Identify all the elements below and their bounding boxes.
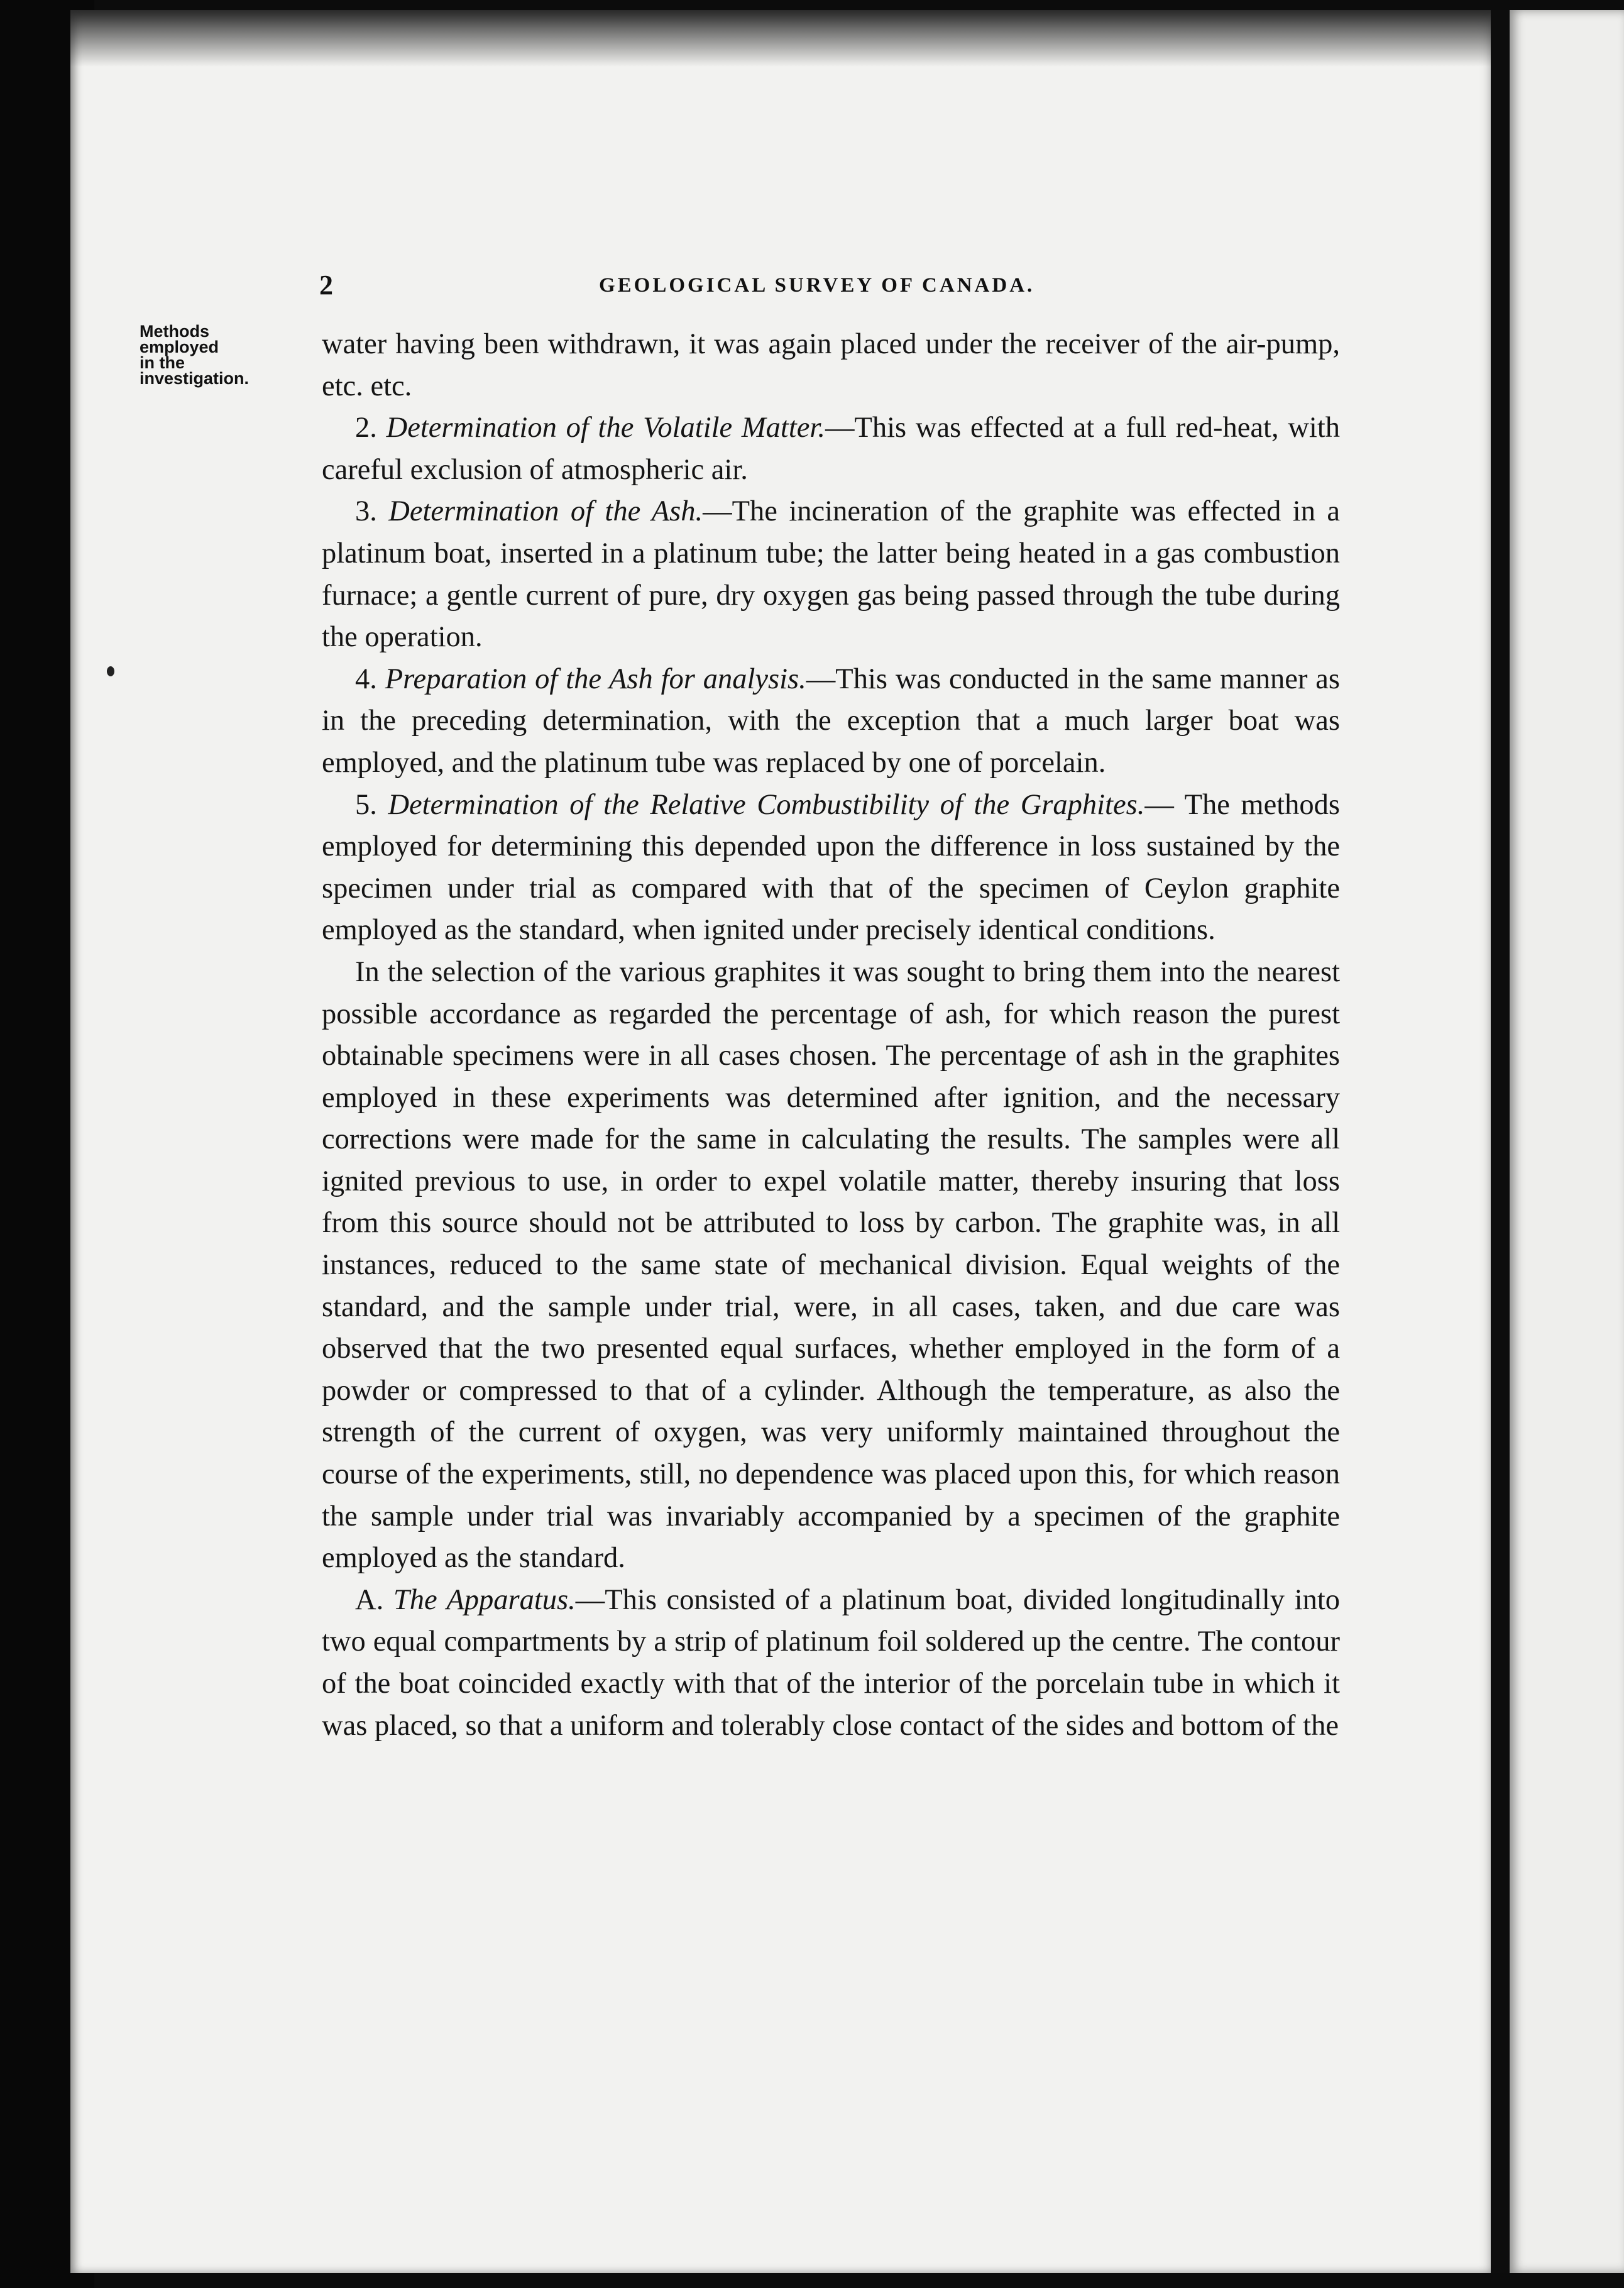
paragraph-heading: Determination of the Relative Combustibility of the Graphites. — [388, 788, 1145, 821]
paragraph-number: 4. — [355, 663, 385, 695]
paragraph — [322, 784, 1340, 952]
paragraph — [322, 1580, 1340, 1747]
sidenote-line: employed — [140, 338, 219, 356]
paragraph — [322, 659, 1340, 784]
paragraph-heading: Determination of the Volatile Matter. — [386, 412, 825, 444]
running-head-title: GEOLOGICAL SURVEY OF CANADA. — [599, 274, 1035, 297]
page-number: 2 — [319, 270, 333, 300]
paragraph-text: —The incineration of the graphite was effected in a platinum boat, inserted in a platinum tube; the latter being heated in a gas combustion furnace; a gentle current of pure, dry oxygen gas being passed through the tube during the operation. — [322, 495, 1340, 654]
paragraph — [322, 952, 1340, 1580]
body-text — [322, 324, 1340, 1747]
paragraph-heading: Preparation of the Ash for analysis. — [385, 663, 806, 695]
paragraph — [322, 407, 1340, 491]
paragraph-text: —This was conducted in the same manner as in the preceding determination, with the exception that a much larger boat was employed, and the platinum tube was replaced by one of porcelain. — [322, 663, 1341, 779]
paragraph-heading: Determination of the Ash. — [388, 495, 703, 528]
adjacent-page-edge — [1510, 10, 1624, 2273]
paragraph-heading: The Apparatus. — [393, 1583, 576, 1616]
paragraph-number: 2. — [355, 412, 387, 444]
margin-sidenote — [140, 324, 284, 387]
book-spine-gutter — [1491, 10, 1510, 2273]
paragraph-text: —This was effected at a full red-heat, with careful exclusion of atmospheric air. — [322, 412, 1340, 486]
paragraph-text: In the selection of the various graphites it was sought to bring them into the nearest possible accordance as regarded the percentage of ash, for which reason the purest obtainable specimens were in all cases chosen. The percentage of ash in the graphites employed in these experiments was determined after ignition, and the necessary corrections were made for the same in calculating the results. The samples were all ignited previous to use, in order to expel volatile matter, thereby insuring that loss from this source should not be attributed to loss by carbon. The graphite was, in all instances, reduced to the same state of mechanical division. Equal weights of the standard, and the sample under trial, were, in all cases, taken, and due care was observed that the two presented equal surfaces, whether employed in the form of a powder or compressed to that of a cylinder. Although the temperature, as also the strength of the current of oxygen, was very uniformly maintained throughout the course of the experiments, still, no dependence was placed upon this, for which reason the sample under trial was invariably accompanied by a specimen of the graphite employed as the standard. — [322, 955, 1340, 1575]
paragraph — [322, 491, 1340, 658]
ink-speck — [107, 666, 114, 676]
paragraph-number: A. — [355, 1583, 393, 1616]
page-top-shadow — [70, 10, 1491, 67]
paragraph-text: —This consisted of a platinum boat, divided longitudinally into two equal compartments by a strip of platinum foil soldered up the centre. The contour of the boat coincided exactly with that of the interior of the porcelain tube in which it was placed, so that a uniform and tolerably close contact of the sides and bottom of the — [322, 1583, 1340, 1742]
paragraph-number: 5. — [355, 788, 388, 821]
paragraph-text: water having been withdrawn, it was again placed under the receiver of the air-pump, etc. etc. — [322, 328, 1340, 402]
sidenote-line: Methods — [140, 322, 209, 341]
running-head — [319, 269, 1055, 307]
paragraph — [322, 324, 1340, 407]
sidenote-line: in the — [140, 353, 185, 372]
sidenote-line: investigation. — [140, 369, 250, 388]
paragraph-text: — The methods employed for determining this depended upon the difference in loss sustained by the specimen under trial as compared with that of the specimen of Ceylon graphite employed as the standard, when ignited under precisely identical conditions. — [322, 788, 1340, 947]
paragraph-number: 3. — [355, 495, 389, 528]
